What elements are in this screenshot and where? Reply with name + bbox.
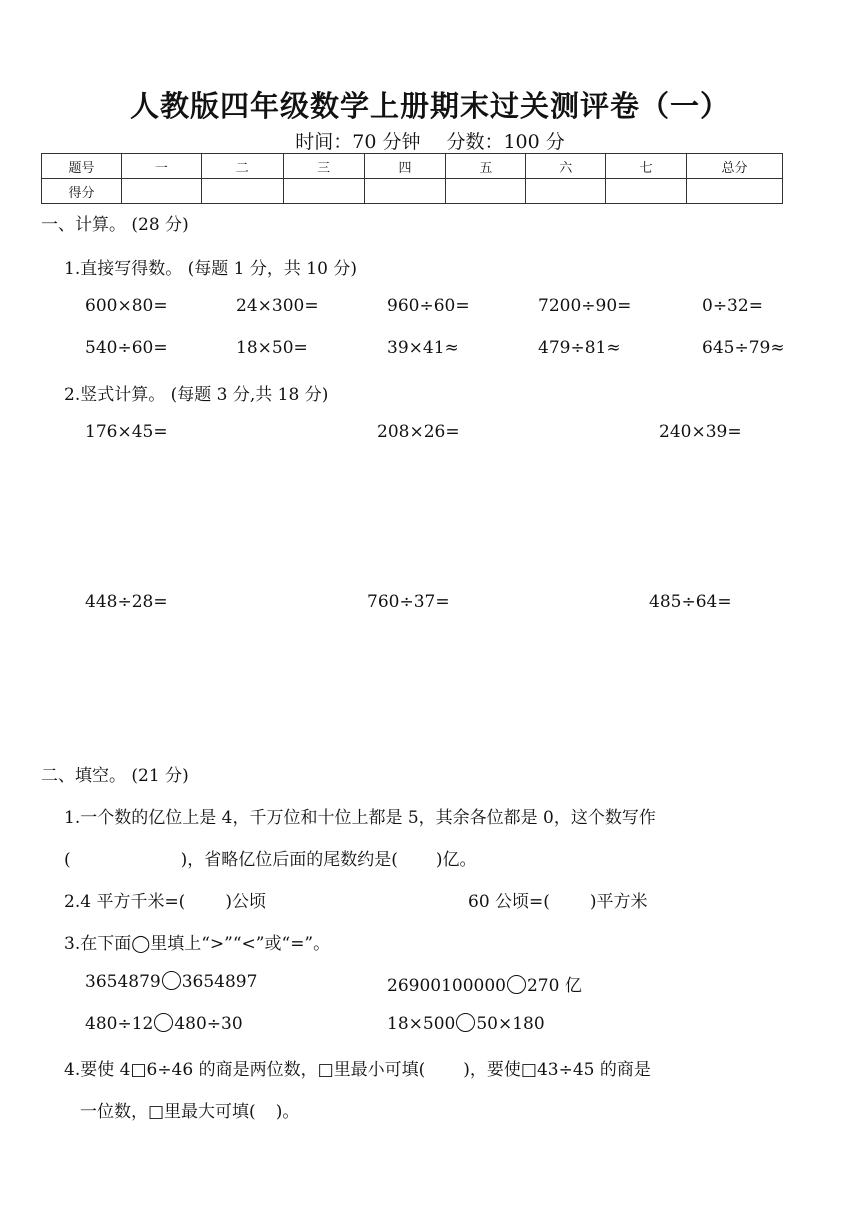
score-row-label: 得分: [42, 179, 122, 204]
fill-question-4-text-d: )。: [275, 1102, 300, 1122]
score-header-cell: 七: [606, 154, 687, 179]
compare-right: 270 亿: [526, 976, 582, 996]
compare-item: [387, 971, 582, 996]
fill-question-3-label: 3.在下面◯里填上“>”“<”或“=”。: [64, 934, 331, 954]
score-table-score-row: [42, 179, 783, 204]
compare-circle[interactable]: [162, 971, 181, 990]
compare-item: [85, 1013, 243, 1034]
section-1-heading: 一、计算。 (28 分): [41, 215, 189, 235]
score-input-cell[interactable]: [201, 179, 283, 204]
oral-calc-item: 0÷32=: [702, 296, 763, 316]
score-input-cell[interactable]: [364, 179, 446, 204]
score-table: [41, 153, 783, 204]
compare-right: 50×180: [476, 1014, 545, 1034]
page-title: 人教版四年级数学上册期末过关测评卷（一）: [129, 89, 730, 123]
compare-item: [85, 971, 257, 992]
score-header-cell: 题号: [42, 154, 122, 179]
vertical-calc-item: 208×26=: [377, 422, 460, 442]
fill-question-2-text-a: 2.4 平方千米=(: [64, 892, 186, 912]
score-table-header-row: [42, 154, 783, 179]
oral-calc-item: 600×80=: [85, 296, 168, 316]
oral-calc-item: 7200÷90=: [538, 296, 632, 316]
fill-question-1-text-a: (: [64, 850, 71, 870]
vertical-calc-item: 240×39=: [659, 422, 742, 442]
score-input-cell[interactable]: [121, 179, 201, 204]
vertical-calc-item: 448÷28=: [85, 592, 168, 612]
vertical-calc-item: 485÷64=: [649, 592, 732, 612]
fill-question-4-line-2: [80, 1097, 299, 1122]
fill-question-2-text-b: )公顷: [225, 892, 266, 912]
score-input-cell[interactable]: [606, 179, 687, 204]
fill-question-2-text-d: )平方米: [589, 892, 648, 912]
vertical-calc-item: 176×45=: [85, 422, 168, 442]
oral-calc-item: 39×41≈: [387, 338, 459, 358]
score-input-cell[interactable]: [283, 179, 364, 204]
compare-item: [387, 1013, 545, 1034]
fill-question-4-text-b: )，要使□43÷45 的商是: [463, 1060, 651, 1080]
score-input-cell[interactable]: [526, 179, 606, 204]
compare-right: 480÷30: [174, 1014, 243, 1034]
section-1-question-1: 1.直接写得数。 (每题 1 分，共 10 分): [64, 259, 357, 279]
score-header-cell: 三: [283, 154, 364, 179]
vertical-calc-item: 760÷37=: [367, 592, 450, 612]
fill-question-1-text-b: )，省略亿位后面的尾数约是(: [180, 850, 398, 870]
compare-left: 3654879: [85, 972, 161, 992]
fill-question-1-text-c: )亿。: [435, 850, 477, 870]
compare-right: 3654897: [181, 972, 258, 992]
fill-question-4-text-c: 一位数，□里最大可填(: [80, 1102, 256, 1122]
score-input-cell[interactable]: [687, 179, 783, 204]
oral-calc-item: 24×300=: [236, 296, 319, 316]
score-header-cell: 总分: [687, 154, 783, 179]
exam-time: 时间：70 分钟: [295, 131, 421, 153]
compare-left: 18×500: [387, 1014, 456, 1034]
fill-question-4-text-a: 4.要使 4□6÷46 的商是两位数，□里最小可填(: [64, 1060, 426, 1080]
score-header-cell: 五: [446, 154, 526, 179]
compare-left: 480÷12: [85, 1014, 154, 1034]
oral-calc-item: 645÷79≈: [702, 338, 785, 358]
fill-question-2-text-c: 60 公顷=(: [468, 892, 550, 912]
score-header-cell: 一: [121, 154, 201, 179]
fill-question-1-line-1: 1.一个数的亿位上是 4，千万位和十位上都是 5，其余各位都是 0，这个数写作: [64, 808, 656, 828]
compare-left: 26900100000: [387, 976, 506, 996]
compare-circle[interactable]: [507, 975, 526, 994]
oral-calc-item: 479÷81≈: [538, 338, 621, 358]
exam-info: [0, 127, 860, 154]
compare-circle[interactable]: [154, 1013, 173, 1032]
fill-question-2-right: [468, 887, 648, 912]
compare-circle[interactable]: [456, 1013, 475, 1032]
fill-question-1-line-2: [64, 845, 477, 870]
score-input-cell[interactable]: [446, 179, 526, 204]
oral-calc-item: 18×50=: [236, 338, 308, 358]
fill-question-4-line-1: [64, 1055, 651, 1080]
score-header-cell: 二: [201, 154, 283, 179]
fill-question-2-left: [64, 887, 266, 912]
exam-total-score: 分数：100 分: [446, 131, 565, 153]
section-1-question-2: 2.竖式计算。 (每题 3 分,共 18 分): [64, 385, 329, 405]
score-header-cell: 六: [526, 154, 606, 179]
section-2-heading: 二、填空。 (21 分): [41, 766, 189, 786]
score-header-cell: 四: [364, 154, 446, 179]
oral-calc-item: 540÷60=: [85, 338, 168, 358]
oral-calc-item: 960÷60=: [387, 296, 470, 316]
